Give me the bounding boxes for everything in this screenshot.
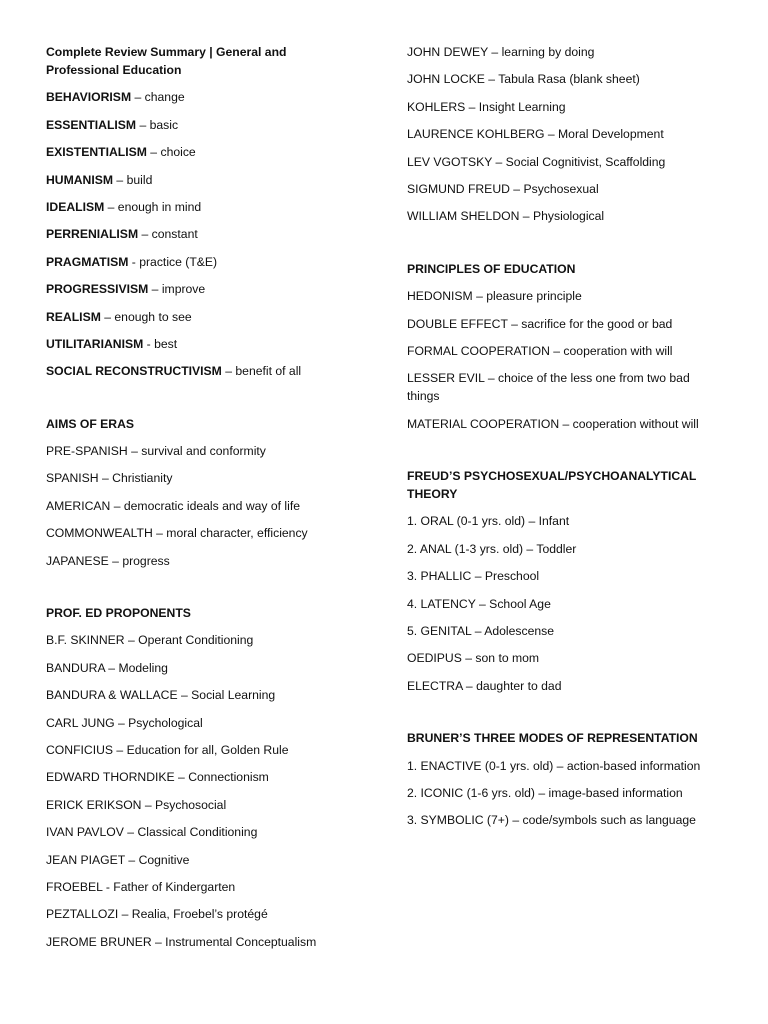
list-item: 3. PHALLIC – Preschool: [407, 569, 540, 584]
list-item: MATERIAL COOPERATION – cooperation without will: [407, 416, 699, 431]
separator: –: [131, 90, 145, 105]
list-item: SIGMUND FREUD – Psychosexual: [407, 181, 599, 196]
list-item: PRE-SPANISH – survival and conformity: [46, 444, 266, 459]
section-spacer: [407, 704, 737, 729]
term: PRAGMATISM: [46, 254, 129, 269]
list-item: 1. ORAL (0-1 yrs. old) – Infant: [407, 514, 570, 529]
list-item: [46, 362, 366, 380]
list-item: [46, 335, 366, 353]
term: EXISTENTIALISM: [46, 145, 147, 160]
term: ESSENTIALISM: [46, 117, 137, 132]
list-item: JAPANESE – progress: [46, 553, 170, 568]
description: benefit of all: [235, 364, 302, 379]
right-column: [407, 43, 737, 839]
list-item: 1. ENACTIVE (0-1 yrs. old) – action-based information: [407, 758, 701, 773]
description: enough to see: [114, 309, 192, 324]
list-item: [46, 88, 366, 106]
term: PERRENIALISM: [46, 227, 139, 242]
list-item: FORMAL COOPERATION – cooperation with will: [407, 343, 673, 358]
bruner-list: [407, 757, 737, 830]
list-item: 3. SYMBOLIC (7+) – code/symbols such as language: [407, 813, 696, 828]
list-item: 5. GENITAL – Adolescense: [407, 624, 555, 639]
description: choice: [160, 145, 196, 160]
separator: –: [136, 117, 150, 132]
description: best: [154, 336, 178, 351]
separator: -: [128, 254, 140, 269]
separator: –: [113, 172, 127, 187]
description: constant: [151, 227, 198, 242]
separator: –: [148, 282, 162, 297]
list-item: EDWARD THORNDIKE – Connectionism: [46, 770, 269, 785]
separator: –: [138, 227, 152, 242]
bruner-heading: BRUNER’S THREE MODES OF REPRESENTATION: [407, 731, 698, 746]
list-item: JEAN PIAGET – Cognitive: [46, 852, 190, 867]
separator: –: [104, 199, 118, 214]
philosophies-list: [46, 88, 366, 380]
list-item: COMMONWEALTH – moral character, efficiency: [46, 526, 308, 541]
term: BEHAVIORISM: [46, 90, 132, 105]
list-item: [46, 225, 366, 243]
list-item: BANDURA – Modeling: [46, 660, 168, 675]
description: basic: [149, 117, 179, 132]
term: UTILITARIANISM: [46, 336, 144, 351]
aims-heading: AIMS OF ERAS: [46, 416, 135, 431]
list-item: DOUBLE EFFECT – sacrifice for the good or bad: [407, 316, 673, 331]
description: enough in mind: [117, 199, 202, 214]
list-item: JOHN LOCKE – Tabula Rasa (blank sheet): [407, 72, 640, 87]
list-item: 4. LATENCY – School Age: [407, 596, 551, 611]
left-column: [46, 43, 366, 960]
section-spacer: [407, 235, 737, 260]
term: HUMANISM: [46, 172, 114, 187]
list-item: [46, 308, 366, 326]
list-item: ERICK ERIKSON – Psychosocial: [46, 797, 227, 812]
principles-heading: PRINCIPLES OF EDUCATION: [407, 261, 576, 276]
term: PROGRESSIVISM: [46, 282, 149, 297]
list-item: LEV VGOTSKY – Social Cognitivist, Scaffolding: [407, 154, 666, 169]
proponents-heading: PROF. ED PROPONENTS: [46, 606, 191, 621]
principles-list: [407, 287, 737, 433]
list-item: HEDONISM – pleasure principle: [407, 289, 582, 304]
freud-heading: FREUD’S PSYCHOSEXUAL/PSYCHOANALYTICAL THEORY: [407, 469, 697, 502]
list-item: WILLIAM SHELDON – Physiological: [407, 209, 605, 224]
list-item: [46, 198, 366, 216]
list-item: JOHN DEWEY – learning by doing: [407, 45, 595, 59]
list-item: LAURENCE KOHLBERG – Moral Development: [407, 127, 664, 142]
description: change: [144, 90, 185, 105]
list-item: BANDURA & WALLACE – Social Learning: [46, 688, 276, 703]
list-item: OEDIPUS – son to mom: [407, 651, 540, 666]
term: SOCIAL RECONSTRUCTIVISM: [46, 364, 222, 379]
list-item: CARL JUNG – Psychological: [46, 715, 203, 730]
list-item: [46, 280, 366, 298]
section-spacer: [46, 390, 366, 415]
list-item: KOHLERS – Insight Learning: [407, 99, 566, 114]
list-item: LESSER EVIL – choice of the less one from two bad things: [407, 371, 690, 404]
section-spacer: [46, 579, 366, 604]
list-item: ELECTRA – daughter to dad: [407, 678, 562, 693]
list-item: PEZTALLOZI – Realia, Froebel’s protégé: [46, 907, 268, 922]
list-item: FROEBEL - Father of Kindergarten: [46, 879, 236, 894]
description: build: [126, 172, 153, 187]
separator: –: [100, 309, 115, 324]
separator: -: [143, 336, 155, 351]
separator: –: [221, 364, 236, 379]
aims-list: [46, 442, 366, 570]
list-item: [46, 253, 366, 271]
separator: –: [146, 145, 161, 160]
list-item: CONFICIUS – Education for all, Golden Rule: [46, 742, 289, 757]
freud-list: [407, 512, 737, 694]
list-item: SPANISH – Christianity: [46, 471, 173, 486]
section-spacer: [407, 442, 737, 467]
list-item: 2. ICONIC (1-6 yrs. old) – image-based information: [407, 785, 683, 800]
list-item: [46, 171, 366, 189]
proponents-list-continued: [407, 43, 737, 225]
list-item: B.F. SKINNER – Operant Conditioning: [46, 633, 254, 648]
list-item: 2. ANAL (1-3 yrs. old) – Toddler: [407, 541, 577, 556]
list-item: [46, 143, 366, 161]
description: practice (T&E): [139, 254, 218, 269]
list-item: AMERICAN – democratic ideals and way of life: [46, 498, 301, 513]
list-item: IVAN PAVLOV – Classical Conditioning: [46, 825, 258, 840]
term: IDEALISM: [46, 199, 105, 214]
term: REALISM: [46, 309, 101, 324]
description: improve: [161, 282, 206, 297]
list-item: JEROME BRUNER – Instrumental Conceptualism: [46, 934, 317, 949]
list-item: [46, 116, 366, 134]
proponents-list: [46, 631, 366, 950]
document-title: Complete Review Summary | General and Professional Education: [46, 45, 287, 77]
